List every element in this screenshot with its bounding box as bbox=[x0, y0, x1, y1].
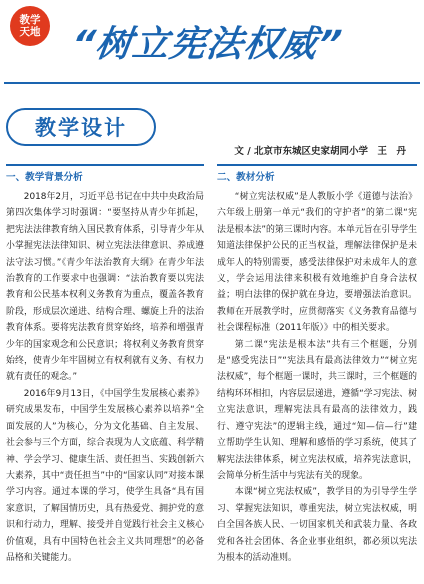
paragraph: “树立宪法权威”是人教版小学《道德与法治》六年级上册第一单元“我们的守护者”的第二课“宪法是根本法”的第三课时内容。本单元旨在引导学生知道法律保护公民的正当权益，理解法律保护是未成年人的特别需要，感受法律保护对未成年人的意义，学会运用法律来积极有效地维护自身合法权益；明白法律的保护就在身边，要增强法治意识。教师在开展教学时，应贯彻落实《义务教育品德与社会课程标准（2011年版）》中的相关要求。 bbox=[217, 192, 417, 334]
badge-line-2: 天地 bbox=[19, 26, 41, 38]
author-byline: 文 / 北京市东城区史家胡同小学 王 丹 bbox=[234, 146, 406, 157]
badge-line-1: 教学 bbox=[19, 14, 41, 26]
section-heading-materials: 二、教材分析 bbox=[217, 172, 275, 183]
paragraph: 2018年2月，习近平总书记在中共中央政治局第四次集体学习时强调：“要坚持从青少年抓起，把宪法法律教育纳入国民教育体系，引导青少年从小掌握宪法法律知识、树立宪法法律意识、养成遵法守法习惯。”《青少年法治教育大纲》在青少年法治教育的工作要求中也强调：“法治教育要以宪法教育和公民基本权利义务教育为重点，覆盖各教育阶段，形成层次递进、结构合理、螺旋上升的法治教育体系。要将宪法教育贯穿始终，培养和增强青少年的国家观念和公民意识；将权利义务教育贯穿始终，使青少年牢固树立有权利就有义务、有权力就有责任的观念。” bbox=[6, 192, 204, 383]
article-title: “树立宪法权威” bbox=[68, 24, 345, 65]
left-column-rule bbox=[6, 164, 204, 166]
section-heading-background: 一、教学背景分析 bbox=[6, 172, 83, 183]
paragraph: 本课“树立宪法权威”，教学目的为引导学生学习、掌握宪法知识，尊重宪法，树立宪法权威，明白全国各族人民、一切国家机关和武装力量、各政党和各社会团体、各企业事业组织，都必须以宪法为根本的活动准则。 bbox=[217, 487, 417, 563]
left-column bbox=[6, 171, 204, 566]
column-badge bbox=[10, 6, 50, 46]
right-column bbox=[217, 171, 417, 566]
title-divider bbox=[4, 82, 420, 84]
right-column-rule bbox=[217, 164, 417, 166]
paragraph: 第二课“宪法是根本法”共有三个框题，分别是“感受宪法日”“宪法具有最高法律效力”“树立宪法权威”，每个框题一课时，共三课时，三个框题的结构环环相扣，内容层层递进，遵循“学习宪法、树立宪法意识，理解宪法具有最高的法律效力，践行、遵守宪法”的逻辑主线，通过“知—信—行”建立帮助学生认知、理解和感悟的学习系统，使其了解宪法法律体系，树立宪法权威，培养宪法意识，会简单分析生活中与宪法有关的现象。 bbox=[217, 339, 417, 481]
paragraph: 2016年9月13日，《中国学生发展核心素养》研究成果发布，中国学生发展核心素养以培养“全面发展的人”为核心，分为文化基础、自主发展、社会参与三个方面，综合表现为人文底蕴、科学精神、学会学习、健康生活、责任担当、实践创新六大素养，其中“责任担当”中的“国家认同”对接本课学习内容。通过本课的学习，使学生具备“具有国家意识，了解国情历史，具有热爱党、拥护党的意识和行动力，理解、接受并自觉践行社会主义核心价值观，具有中国特色社会主义共同理想”的必备品格和关键能力。 bbox=[6, 388, 204, 563]
section-label: 教学设计 bbox=[6, 108, 156, 146]
